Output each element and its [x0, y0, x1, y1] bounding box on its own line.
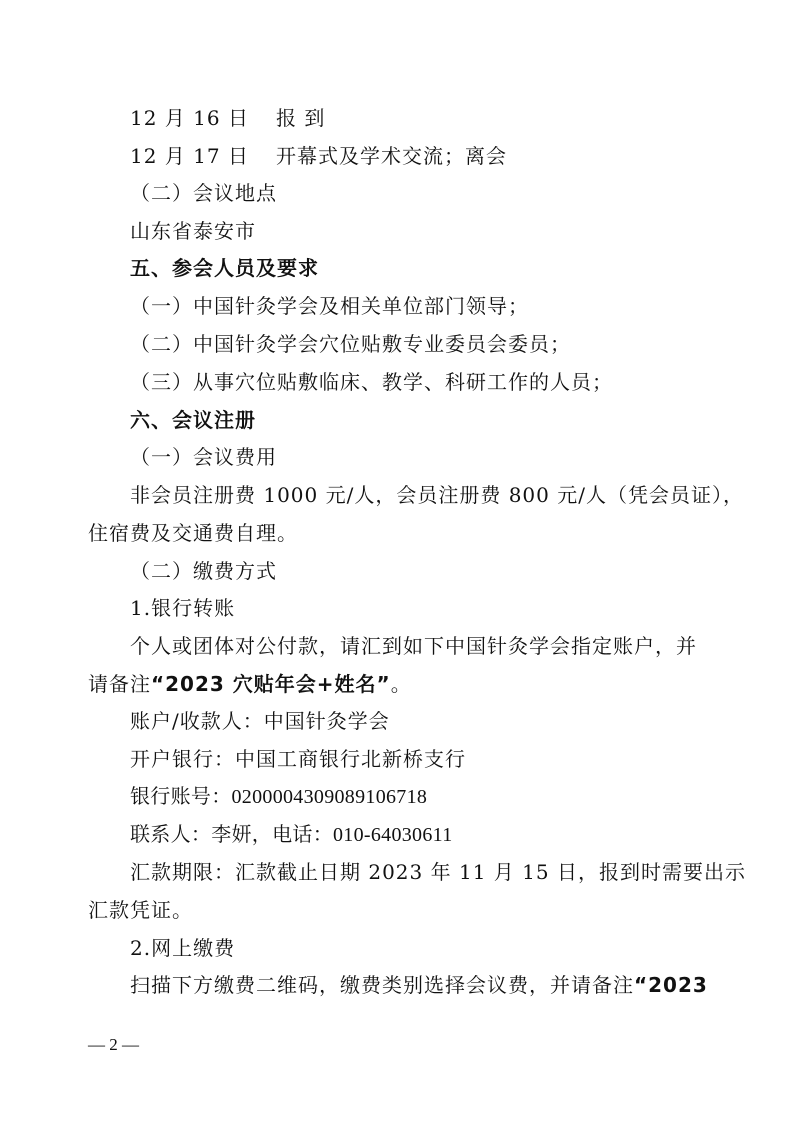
section5-item-3: （三）从事穴位贴敷临床、教学、科研工作的人员； [130, 370, 613, 394]
bank-line-2-suffix: 。 [390, 672, 412, 696]
bank-name: 开户银行：中国工商银行北新桥支行 [130, 747, 466, 771]
deadline-line-1: 汇款期限：汇款截止日期 2023 年 11 月 15 日，报到时需要出示 [130, 860, 746, 884]
page-number: — 2 — [88, 1035, 139, 1054]
online-line-1-prefix: 扫描下方缴费二维码，缴费类别选择会议费，并请备注 [130, 973, 634, 997]
section5-item-1: （一）中国针灸学会及相关单位部门领导； [130, 294, 529, 318]
fee-heading: （一）会议费用 [130, 445, 277, 469]
online-line-1 [0, 967, 800, 1004]
bank-remark: “2023 穴贴年会+姓名” [151, 672, 391, 696]
schedule-date-2: 12 月 17 日 [130, 144, 249, 168]
fee-line-1: 非会员注册费 1000 元/人，会员注册费 800 元/人（凭会员证）， [130, 483, 744, 507]
bank-line-2-prefix: 请备注 [88, 672, 151, 696]
bank-transfer-heading: 1.银行转账 [130, 596, 236, 620]
account-name: 账户/收款人：中国针灸学会 [130, 709, 390, 733]
section5-title: 五、参会人员及要求 [130, 256, 319, 280]
deadline-line-2: 汇款凭证。 [88, 898, 193, 922]
fee-line-2: 住宿费及交通费自理。 [88, 521, 298, 545]
online-payment-heading: 2.网上缴费 [130, 936, 236, 960]
contact-info: 联系人：李妍，电话：010-64030611 [130, 824, 453, 846]
section6-title: 六、会议注册 [130, 408, 256, 432]
venue-heading: （二）会议地点 [130, 181, 277, 205]
online-remark-start: “2023 [634, 973, 708, 997]
payment-heading: （二）缴费方式 [130, 559, 277, 583]
bank-line-1: 个人或团体对公付款，请汇到如下中国针灸学会指定账户，并 [130, 634, 697, 658]
schedule-row-2 [0, 138, 800, 175]
section5-item-2: （二）中国针灸学会穴位贴敷专业委员会委员； [130, 332, 571, 356]
schedule-date-1: 12 月 16 日 [130, 106, 249, 130]
account-number: 银行账号：0200004309089106718 [130, 786, 428, 808]
schedule-row-1 [0, 100, 800, 137]
bank-line-2 [0, 666, 800, 703]
venue-place: 山东省泰安市 [130, 219, 256, 243]
schedule-activity-1: 报 到 [276, 106, 326, 130]
schedule-activity-2: 开幕式及学术交流；离会 [276, 144, 507, 168]
